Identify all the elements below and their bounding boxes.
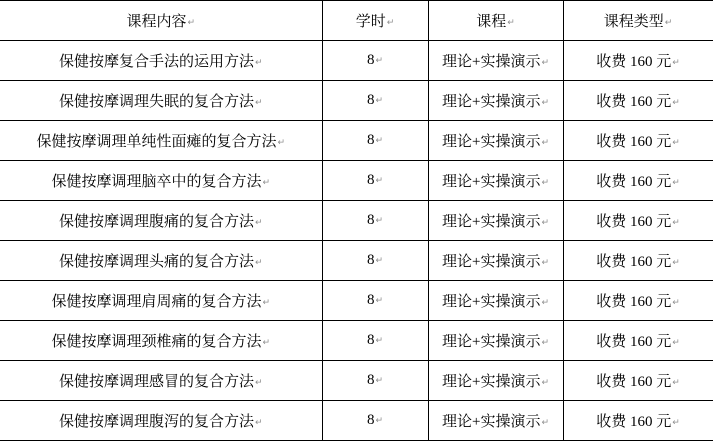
table-cell-text: 保健按摩调理失眠的复合方法 bbox=[58, 94, 254, 110]
paragraph-mark-icon: ↵ bbox=[254, 218, 263, 228]
paragraph-mark-icon: ↵ bbox=[375, 256, 384, 266]
table-cell-text: 保健按摩调理腹泻的复合方法 bbox=[58, 414, 254, 430]
table-cell bbox=[428, 121, 563, 161]
table-cell bbox=[428, 281, 563, 321]
table-cell bbox=[428, 81, 563, 121]
table-cell bbox=[0, 81, 322, 121]
table-row bbox=[0, 321, 713, 361]
table-cell-text: 收费 160 元 bbox=[596, 334, 672, 350]
paragraph-mark-icon: ↵ bbox=[541, 258, 549, 268]
table-cell bbox=[563, 321, 713, 361]
table-cell bbox=[563, 401, 713, 441]
table-cell-text: 收费 160 元 bbox=[596, 54, 672, 70]
table-cell bbox=[0, 401, 322, 441]
table-cell-text: 理论+实操演示 bbox=[441, 134, 541, 150]
table-cell bbox=[563, 361, 713, 401]
paragraph-mark-icon: ↵ bbox=[664, 18, 673, 28]
table-cell-text: 8 bbox=[366, 292, 375, 308]
paragraph-mark-icon: ↵ bbox=[262, 178, 271, 188]
table-row bbox=[0, 81, 713, 121]
table-cell bbox=[0, 241, 322, 281]
table-cell bbox=[0, 201, 322, 241]
column-header bbox=[0, 1, 322, 41]
column-header bbox=[322, 1, 428, 41]
table-cell-text: 理论+实操演示 bbox=[441, 334, 541, 350]
table-cell-text: 保健按摩调理头痛的复合方法 bbox=[58, 254, 254, 270]
paragraph-mark-icon: ↵ bbox=[254, 378, 263, 388]
table-row bbox=[0, 241, 713, 281]
table-cell-text: 理论+实操演示 bbox=[441, 374, 541, 390]
table-cell bbox=[322, 201, 428, 241]
paragraph-mark-icon: ↵ bbox=[254, 418, 263, 428]
paragraph-mark-icon: ↵ bbox=[262, 298, 271, 308]
paragraph-mark-icon: ↵ bbox=[187, 18, 196, 28]
table-cell-text: 收费 160 元 bbox=[596, 94, 672, 110]
table-cell-text: 收费 160 元 bbox=[596, 254, 672, 270]
table-cell bbox=[322, 161, 428, 201]
table-cell-text: 理论+实操演示 bbox=[441, 214, 541, 230]
table-cell-text: 保健按摩复合手法的运用方法 bbox=[58, 54, 254, 70]
column-header-text: 课程类型 bbox=[603, 14, 664, 30]
table-cell bbox=[0, 41, 322, 81]
table-cell-text: 理论+实操演示 bbox=[441, 414, 541, 430]
table-cell-text: 收费 160 元 bbox=[596, 174, 672, 190]
table-cell bbox=[322, 81, 428, 121]
table-cell bbox=[322, 281, 428, 321]
table-cell-text: 理论+实操演示 bbox=[441, 254, 541, 270]
table-cell-text: 8 bbox=[366, 372, 375, 388]
paragraph-mark-icon: ↵ bbox=[507, 18, 515, 28]
paragraph-mark-icon: ↵ bbox=[386, 18, 395, 28]
paragraph-mark-icon: ↵ bbox=[254, 258, 263, 268]
column-header bbox=[428, 1, 563, 41]
table-row bbox=[0, 401, 713, 441]
paragraph-mark-icon: ↵ bbox=[375, 416, 384, 426]
paragraph-mark-icon: ↵ bbox=[541, 418, 549, 428]
table-cell bbox=[563, 121, 713, 161]
table-cell-text: 理论+实操演示 bbox=[441, 294, 541, 310]
paragraph-mark-icon: ↵ bbox=[672, 218, 680, 228]
paragraph-mark-icon: ↵ bbox=[375, 176, 384, 186]
paragraph-mark-icon: ↵ bbox=[541, 58, 549, 68]
table-body bbox=[0, 41, 713, 441]
table-row bbox=[0, 281, 713, 321]
paragraph-mark-icon: ↵ bbox=[541, 98, 549, 108]
table-row bbox=[0, 361, 713, 401]
table-cell-text: 收费 160 元 bbox=[596, 414, 672, 430]
table-cell-text: 8 bbox=[366, 132, 375, 148]
table-cell-text: 保健按摩调理颈椎痛的复合方法 bbox=[51, 334, 262, 350]
paragraph-mark-icon: ↵ bbox=[375, 136, 384, 146]
paragraph-mark-icon: ↵ bbox=[541, 338, 549, 348]
paragraph-mark-icon: ↵ bbox=[672, 338, 680, 348]
table-cell-text: 保健按摩调理腹痛的复合方法 bbox=[58, 214, 254, 230]
table-cell bbox=[0, 321, 322, 361]
table-cell bbox=[0, 161, 322, 201]
header-row bbox=[0, 1, 713, 41]
paragraph-mark-icon: ↵ bbox=[375, 296, 384, 306]
table-row bbox=[0, 41, 713, 81]
table-cell bbox=[563, 41, 713, 81]
paragraph-mark-icon: ↵ bbox=[375, 336, 384, 346]
paragraph-mark-icon: ↵ bbox=[672, 178, 680, 188]
paragraph-mark-icon: ↵ bbox=[277, 138, 286, 148]
table-cell bbox=[428, 241, 563, 281]
paragraph-mark-icon: ↵ bbox=[672, 58, 680, 68]
paragraph-mark-icon: ↵ bbox=[254, 98, 263, 108]
table-row bbox=[0, 121, 713, 161]
table-cell bbox=[0, 121, 322, 161]
paragraph-mark-icon: ↵ bbox=[375, 96, 384, 106]
paragraph-mark-icon: ↵ bbox=[672, 258, 680, 268]
paragraph-mark-icon: ↵ bbox=[541, 218, 549, 228]
paragraph-mark-icon: ↵ bbox=[672, 378, 680, 388]
paragraph-mark-icon: ↵ bbox=[541, 138, 549, 148]
table-cell-text: 理论+实操演示 bbox=[441, 54, 541, 70]
paragraph-mark-icon: ↵ bbox=[375, 216, 384, 226]
paragraph-mark-icon: ↵ bbox=[541, 178, 549, 188]
table-cell bbox=[0, 361, 322, 401]
table-cell-text: 8 bbox=[366, 172, 375, 188]
table-cell-text: 8 bbox=[366, 212, 375, 228]
paragraph-mark-icon: ↵ bbox=[262, 338, 271, 348]
table-cell-text: 保健按摩调理肩周痛的复合方法 bbox=[51, 294, 262, 310]
table-cell-text: 保健按摩调理单纯性面瘫的复合方法 bbox=[36, 134, 277, 150]
column-header-text: 课程内容 bbox=[126, 14, 187, 30]
column-header-text: 学时 bbox=[355, 14, 386, 30]
table-cell bbox=[428, 201, 563, 241]
table-cell bbox=[563, 241, 713, 281]
paragraph-mark-icon: ↵ bbox=[541, 378, 549, 388]
table-cell-text: 收费 160 元 bbox=[596, 294, 672, 310]
table-cell bbox=[428, 361, 563, 401]
table-cell bbox=[563, 201, 713, 241]
column-header bbox=[563, 1, 713, 41]
table-cell-text: 8 bbox=[366, 92, 375, 108]
table-cell-text: 收费 160 元 bbox=[596, 214, 672, 230]
paragraph-mark-icon: ↵ bbox=[541, 298, 549, 308]
table-cell bbox=[322, 321, 428, 361]
table-row bbox=[0, 201, 713, 241]
table-cell-text: 8 bbox=[366, 252, 375, 268]
table-cell bbox=[322, 121, 428, 161]
table-cell-text: 8 bbox=[366, 332, 375, 348]
paragraph-mark-icon: ↵ bbox=[672, 418, 680, 428]
table-cell-text: 理论+实操演示 bbox=[441, 94, 541, 110]
column-header-text: 课程 bbox=[476, 14, 507, 30]
table-cell bbox=[322, 361, 428, 401]
table-cell bbox=[428, 41, 563, 81]
table-cell bbox=[563, 81, 713, 121]
paragraph-mark-icon: ↵ bbox=[375, 376, 384, 386]
table-cell-text: 8 bbox=[366, 52, 375, 68]
table-cell-text: 8 bbox=[366, 412, 375, 428]
paragraph-mark-icon: ↵ bbox=[672, 138, 680, 148]
paragraph-mark-icon: ↵ bbox=[254, 58, 263, 68]
table-cell-text: 理论+实操演示 bbox=[441, 174, 541, 190]
table-cell bbox=[0, 281, 322, 321]
table-cell bbox=[322, 41, 428, 81]
table-cell bbox=[563, 281, 713, 321]
table-cell bbox=[563, 161, 713, 201]
table-cell-text: 保健按摩调理脑卒中的复合方法 bbox=[51, 174, 262, 190]
paragraph-mark-icon: ↵ bbox=[375, 56, 384, 66]
table-row bbox=[0, 161, 713, 201]
table-cell bbox=[322, 241, 428, 281]
table-cell bbox=[428, 401, 563, 441]
table-cell bbox=[322, 401, 428, 441]
paragraph-mark-icon: ↵ bbox=[672, 98, 680, 108]
table-cell bbox=[428, 161, 563, 201]
table-cell-text: 收费 160 元 bbox=[596, 374, 672, 390]
table-cell-text: 保健按摩调理感冒的复合方法 bbox=[58, 374, 254, 390]
paragraph-mark-icon: ↵ bbox=[672, 298, 680, 308]
table-cell bbox=[428, 321, 563, 361]
table-cell-text: 收费 160 元 bbox=[596, 134, 672, 150]
